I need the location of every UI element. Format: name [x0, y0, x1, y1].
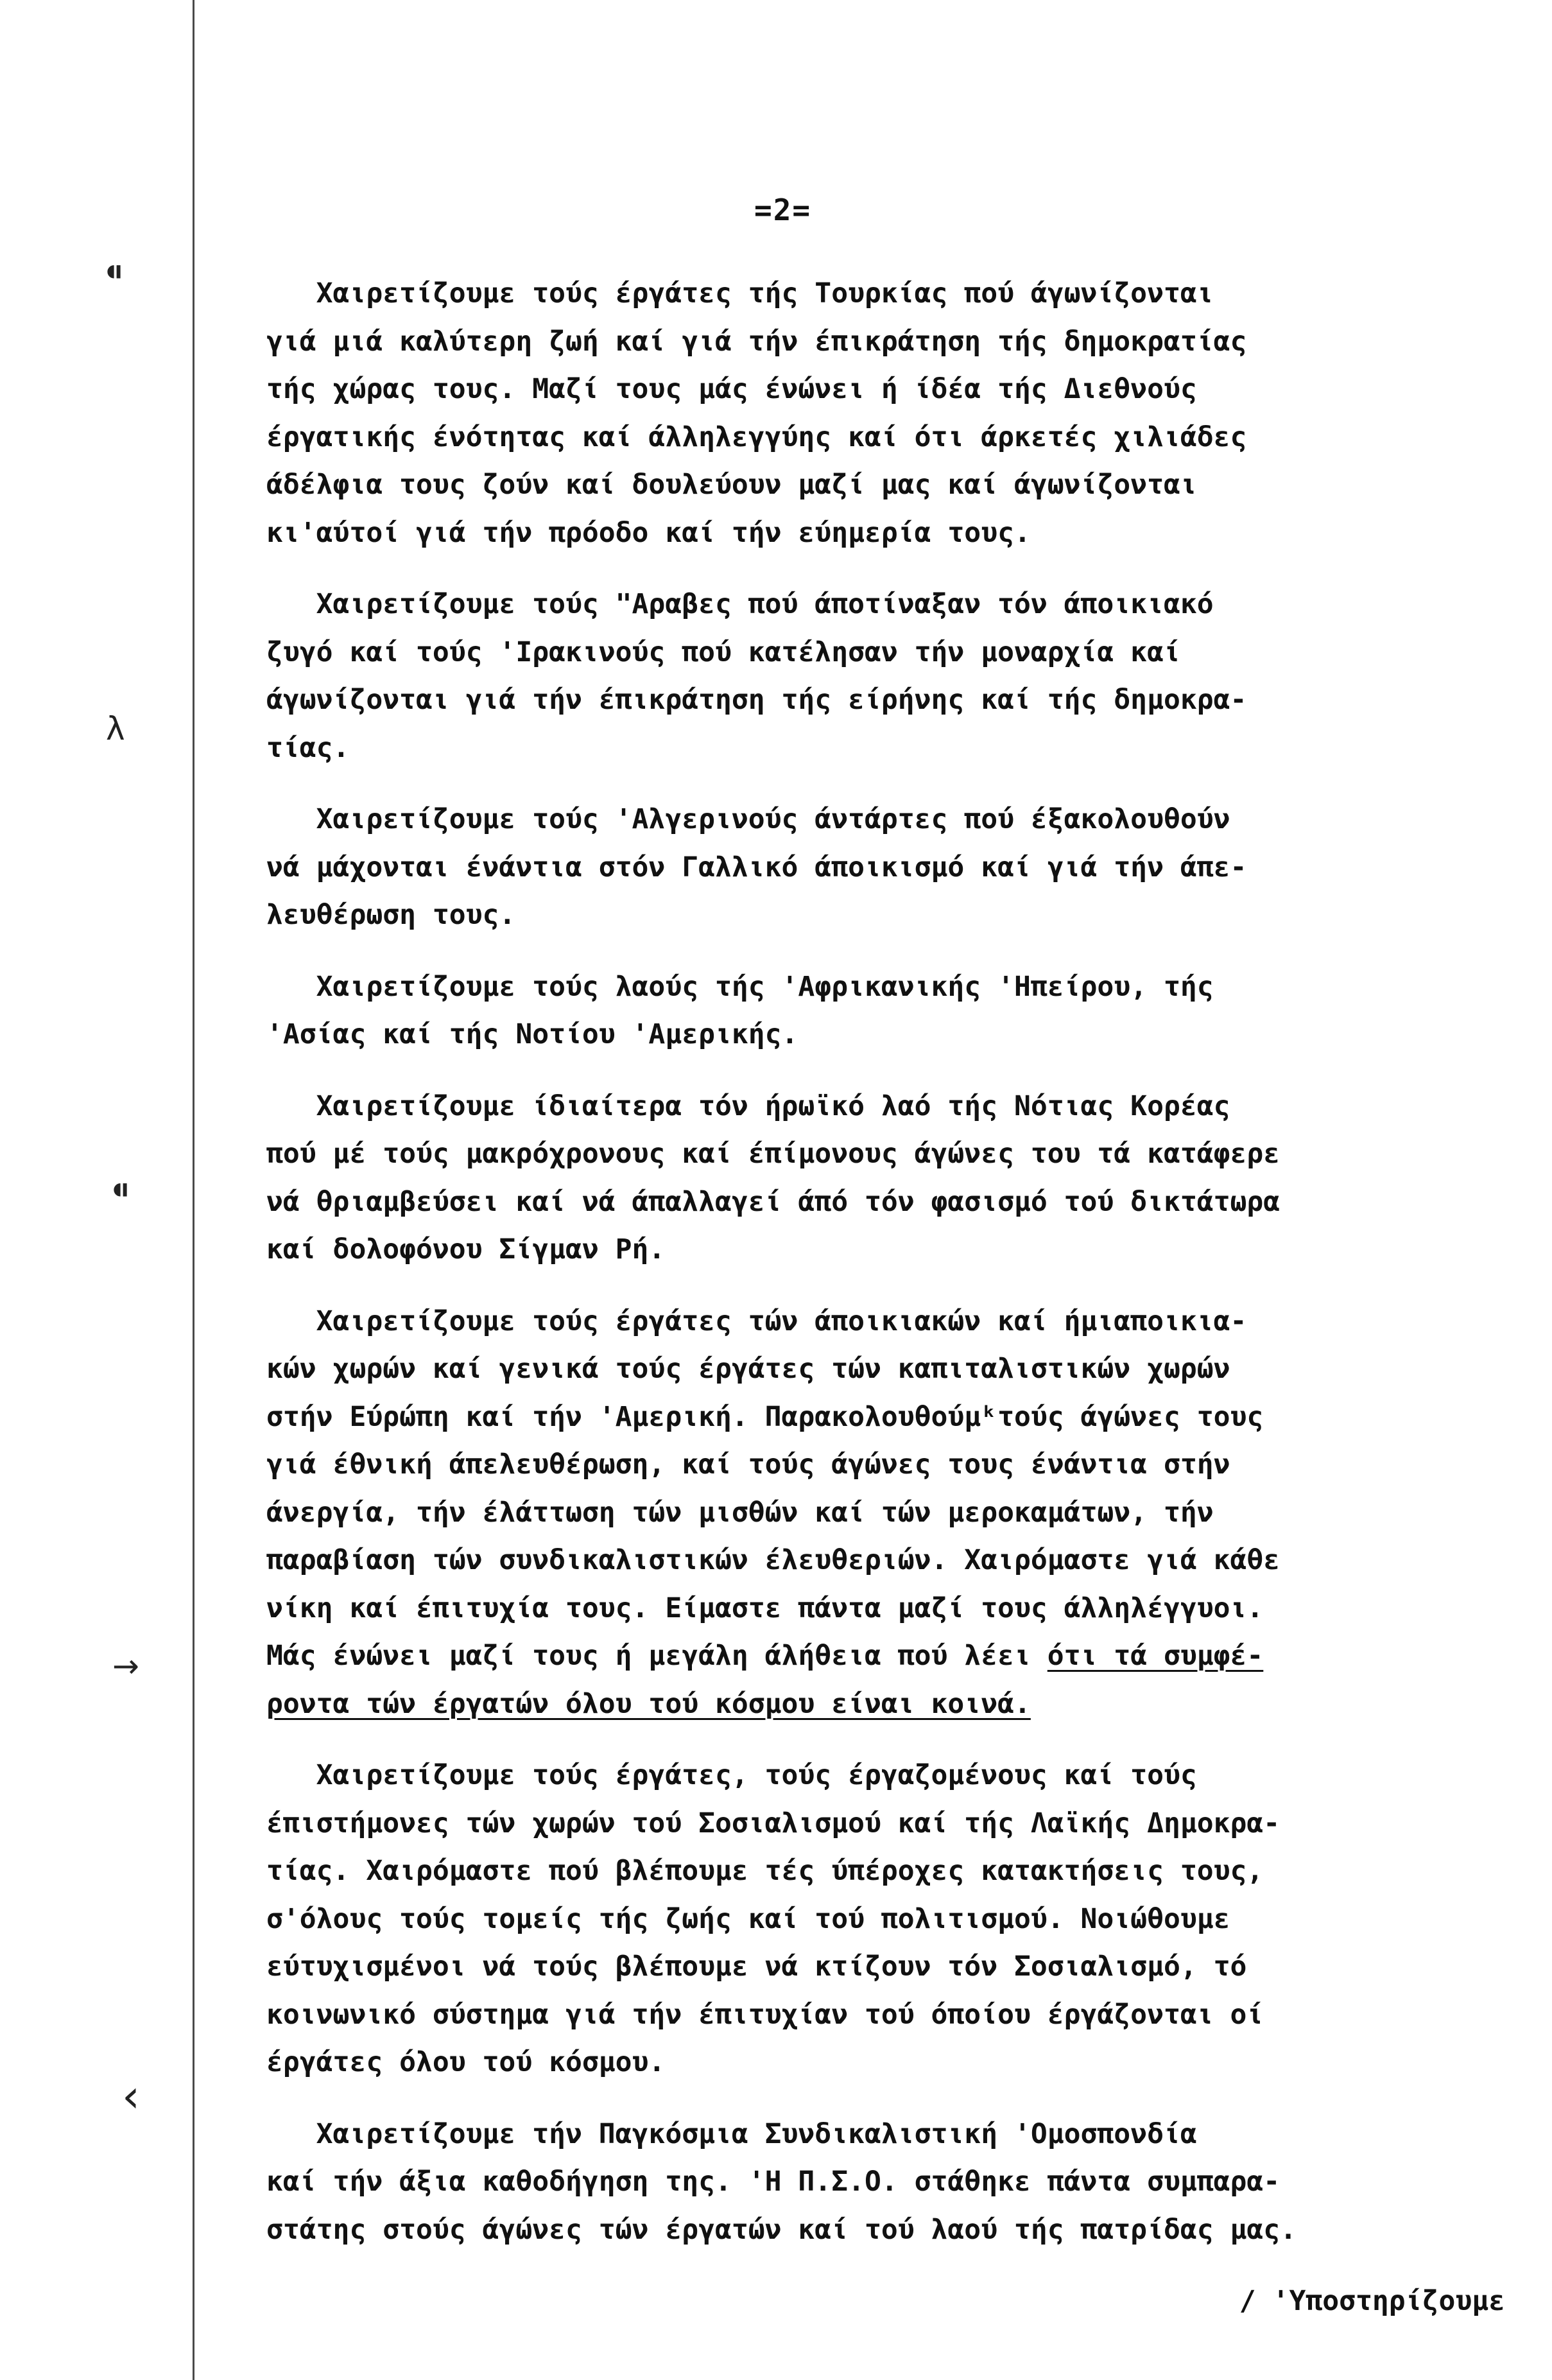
text-line: Χαιρετίζουμε τούς έργάτες, τούς έργαζομένους καί τούς — [266, 1759, 1197, 1791]
text-segment: Μάς ένώνει μαζί τους ή μεγάλη άλήθεια πού λέει — [266, 1640, 1048, 1672]
text-line: τής χώρας τους. Μαζί τους μάς ένώνει ή ίδέα τής Διεθνούς — [266, 373, 1197, 405]
margin-mark: → — [112, 1647, 139, 1685]
text-line: καί δολοφόνου Σίγμαν Ρή. — [266, 1233, 666, 1265]
text-line: έργάτες όλου τού κόσμου. — [266, 2046, 666, 2078]
text-line: νά μάχονται ένάντια στόν Γαλλικό άποικισμό καί γιά τήν άπε- — [266, 851, 1247, 883]
paragraph — [266, 795, 1505, 939]
text-line — [266, 1632, 1505, 1680]
text-line: Χαιρετίζουμε τούς έργάτες τής Τουρκίας πού άγωνίζονται — [266, 277, 1214, 309]
margin-mark: λ — [106, 710, 125, 747]
text-line: εύτυχισμένοι νά τούς βλέπουμε νά κτίζουν τόν Σοσιαλισμό, τό — [266, 1950, 1247, 1983]
text-line: έπιστήμονες τών χωρών τού Σοσιαλισμού καί τής Λαϊκής Δημοκρα- — [266, 1807, 1280, 1839]
text-line: πού μέ τούς μακρόχρονους καί έπίμονους άγώνες του τά κατάφερε — [266, 1138, 1280, 1170]
underlined-text: ροντα τών έργατών όλου τού κόσμου είναι κοινά. — [266, 1687, 1031, 1720]
text-line: έργατικής ένότητας καί άλληλεγγύης καί ότι άρκετές χιλιάδες — [266, 421, 1247, 453]
margin-mark: ‹ — [122, 2070, 140, 2123]
text-line: λευθέρωση τους. — [266, 899, 516, 931]
text-line: Χαιρετίζουμε τήν Παγκόσμια Συνδικαλιστική 'Ομοσπονδία — [266, 2117, 1197, 2150]
text-line: 'Ασίας καί τής Νοτίου 'Αμερικής. — [266, 1018, 798, 1050]
text-line: Χαιρετίζουμε ίδιαίτερα τόν ήρωϊκό λαό τής Νότιας Κορέας — [266, 1090, 1230, 1122]
text-line: Χαιρετίζουμε τούς λαούς τής 'Αφρικανικής 'Ηπείρου, τής — [266, 970, 1214, 1003]
text-line: άγωνίζονται γιά τήν έπικράτηση τής είρήνης καί τής δημοκρα- — [266, 684, 1247, 716]
text-line: άδέλφια τους ζούν καί δουλεύουν μαζί μας καί άγωνίζονται — [266, 469, 1197, 501]
text-line: κι'αύτοί γιά τήν πρόοδο καί τήν εύημερία τους. — [266, 516, 1031, 549]
text-line: παραβίαση τών συνδικαλιστικών έλευθεριών. Χαιρόμαστε γιά κάθε — [266, 1544, 1280, 1576]
text-line: Χαιρετίζουμε τούς έργάτες τών άποικιακών καί ήμιαποικια- — [266, 1305, 1247, 1337]
text-line: καί τήν άξια καθοδήγηση της. 'Η Π.Σ.Ο. στάθηκε πάντα συμπαρα- — [266, 2166, 1280, 2198]
text-line: γιά έθνική άπελευθέρωση, καί τούς άγώνες τους ένάντια στήν — [266, 1448, 1230, 1481]
text-line: τίας. Χαιρόμαστε πού βλέπουμε τές ύπέροχες κατακτήσεις τους, — [266, 1855, 1264, 1887]
left-margin-line — [193, 0, 194, 2380]
text-line: στάτης στούς άγώνες τών έργατών καί τού λαού τής πατρίδας μας. — [266, 2213, 1297, 2246]
text-line: κών χωρών καί γενικά τούς έργάτες τών καπιταλιστικών χωρών — [266, 1353, 1230, 1385]
text-line: κοινωνικό σύστημα γιά τήν έπιτυχίαν τού όποίου έργάζονται οί — [266, 1998, 1264, 2031]
paragraph — [266, 1751, 1505, 2087]
text-line: σ'όλους τούς τομείς τής ζωής καί τού πολιτισμού. Νοιώθουμε — [266, 1902, 1230, 1935]
text-line: νά θριαμβεύσει καί νά άπαλλαγεί άπό τόν φασισμό τού δικτάτωρα — [266, 1185, 1280, 1218]
paragraph — [266, 580, 1505, 772]
text-line: γιά μιά καλύτερη ζωή καί γιά τήν έπικράτηση τής δημοκρατίας — [266, 325, 1247, 358]
paragraph — [266, 1082, 1505, 1274]
page-number: =2= — [754, 193, 812, 227]
text-line: νίκη καί έπιτυχία τους. Είμαστε πάντα μαζί τους άλληλέγγυοι. — [266, 1592, 1264, 1624]
underlined-text: ότι τά συμφέ- — [1047, 1640, 1264, 1672]
margin-mark: ⁌ — [109, 1165, 132, 1217]
paragraph — [266, 1298, 1505, 1728]
text-line: άνεργία, τήν έλάττωση τών μισθών καί τών μεροκαμάτων, τήν — [266, 1496, 1214, 1529]
paragraph — [266, 963, 1505, 1059]
paragraph — [266, 2110, 1505, 2254]
text-line: ζυγό καί τούς 'Ιρακινούς πού κατέλησαν τήν μοναρχία καί — [266, 636, 1180, 668]
continuation-catchword: / 'Υποστηρίζουμε — [1239, 2285, 1505, 2317]
document-body — [266, 270, 1505, 2325]
text-line: στήν Εύρώπη καί τήν 'Αμερική. Παρακολουθούμᵏτούς άγώνες τους — [266, 1400, 1264, 1433]
margin-mark: ⁌ — [103, 247, 125, 299]
text-line: τίας. — [266, 731, 350, 764]
paragraph — [266, 270, 1505, 557]
text-line: Χαιρετίζουμε τούς 'Αλγερινούς άντάρτες πού έξακολουθούν — [266, 803, 1230, 835]
text-line: Χαιρετίζουμε τούς "Αραβες πού άποτίναξαν τόν άποικιακό — [266, 588, 1214, 620]
